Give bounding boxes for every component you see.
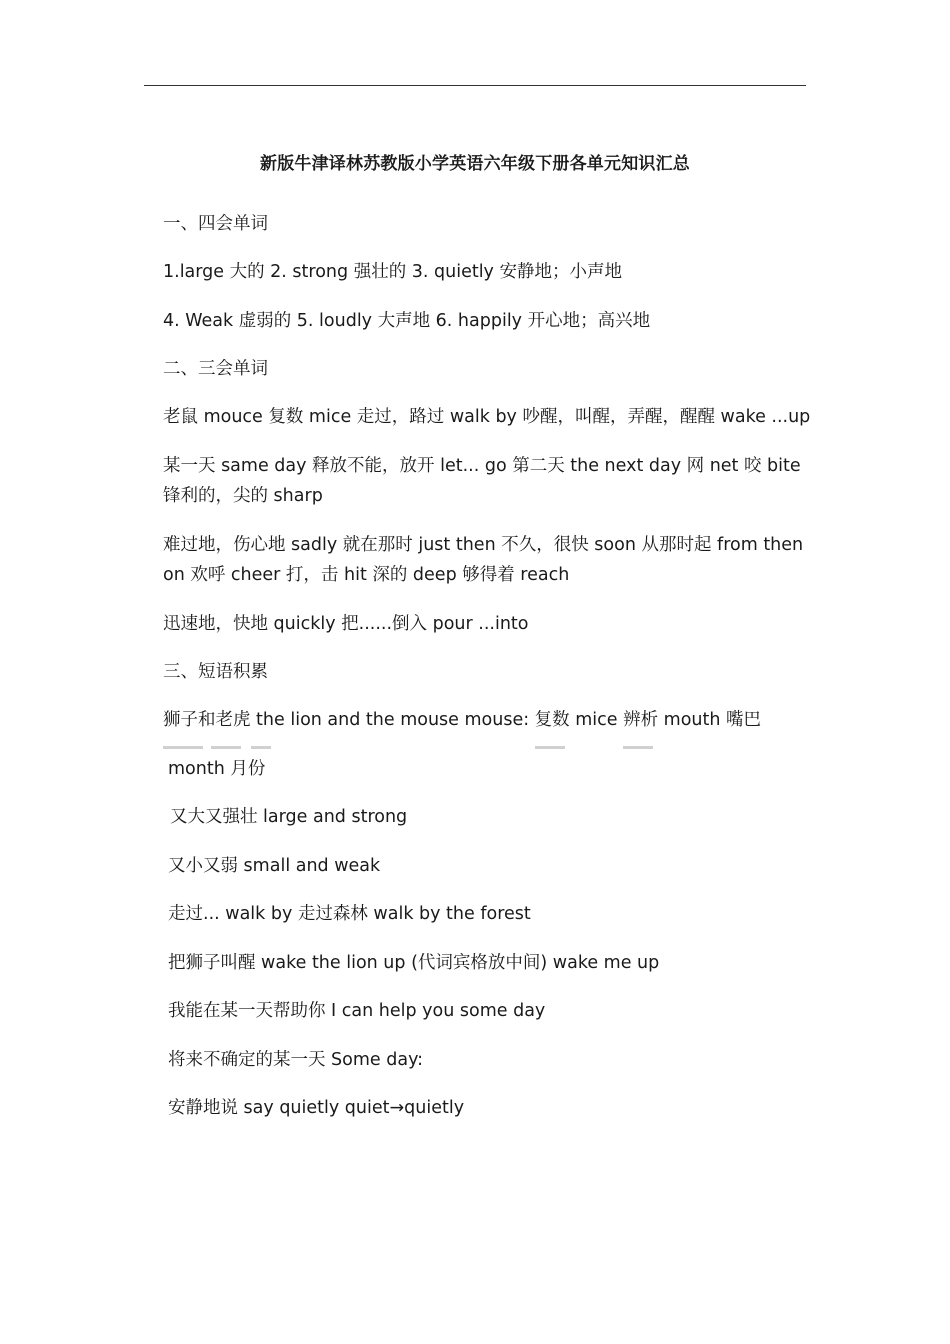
vocab-line: 某一天 same day 释放不能，放开 let... go 第二天 the next day 网 net 咬 bite 锋利的，尖的 sharp	[163, 456, 801, 506]
phrase-line: 又小又弱 small and weak	[168, 856, 381, 876]
phrase-line: 走过... walk by 走过森林 walk by the forest	[168, 904, 531, 924]
section-heading-phrases: 三、短语积累	[163, 662, 268, 682]
phrase-line: 又大又强壮 large and strong	[170, 807, 408, 827]
section-heading-four-skill-words: 一、四会单词	[163, 214, 268, 234]
vocab-line: 老鼠 mouce 复数 mice 走过，路过 walk by 吵醒，叫醒，弄醒，醒醒 wake ...up	[163, 407, 811, 427]
phrase-line: 我能在某一天帮助你 I can help you some day	[168, 1001, 546, 1021]
vocab-line: 迅速地，快地 quickly 把......倒入 pour ...into	[163, 614, 529, 634]
document-title: 新版牛津译林苏教版小学英语六年级下册各单元知识汇总	[260, 154, 690, 174]
phrase-line: 安静地说 say quietly quiet→quietly	[168, 1098, 465, 1118]
vocab-line: 1.large 大的 2. strong 强壮的 3. quietly 安静地；小声地	[163, 262, 622, 282]
header-rule	[144, 85, 806, 86]
phrase-line: month 月份	[168, 759, 266, 779]
phrase-line: 狮子和老虎 the lion and the mouse mouse: 复数 mice 辨析 mouth 嘴巴	[163, 710, 762, 730]
vocab-line: 4. Weak 虚弱的 5. loudly 大声地 6. happily 开心地；高兴地	[163, 311, 651, 331]
phrase-line: 将来不确定的某一天 Some day:	[168, 1050, 424, 1070]
clipped-text-fragment	[163, 738, 663, 752]
phrase-line: 把狮子叫醒 wake the lion up (代词宾格放中间) wake me up	[168, 953, 660, 973]
section-heading-three-skill-words: 二、三会单词	[163, 359, 268, 379]
vocab-line: 难过地，伤心地 sadly 就在那时 just then 不久，很快 soon 从那时起 from then on 欢呼 cheer 打，击 hit 深的 deep 够得着 reach	[163, 535, 804, 585]
